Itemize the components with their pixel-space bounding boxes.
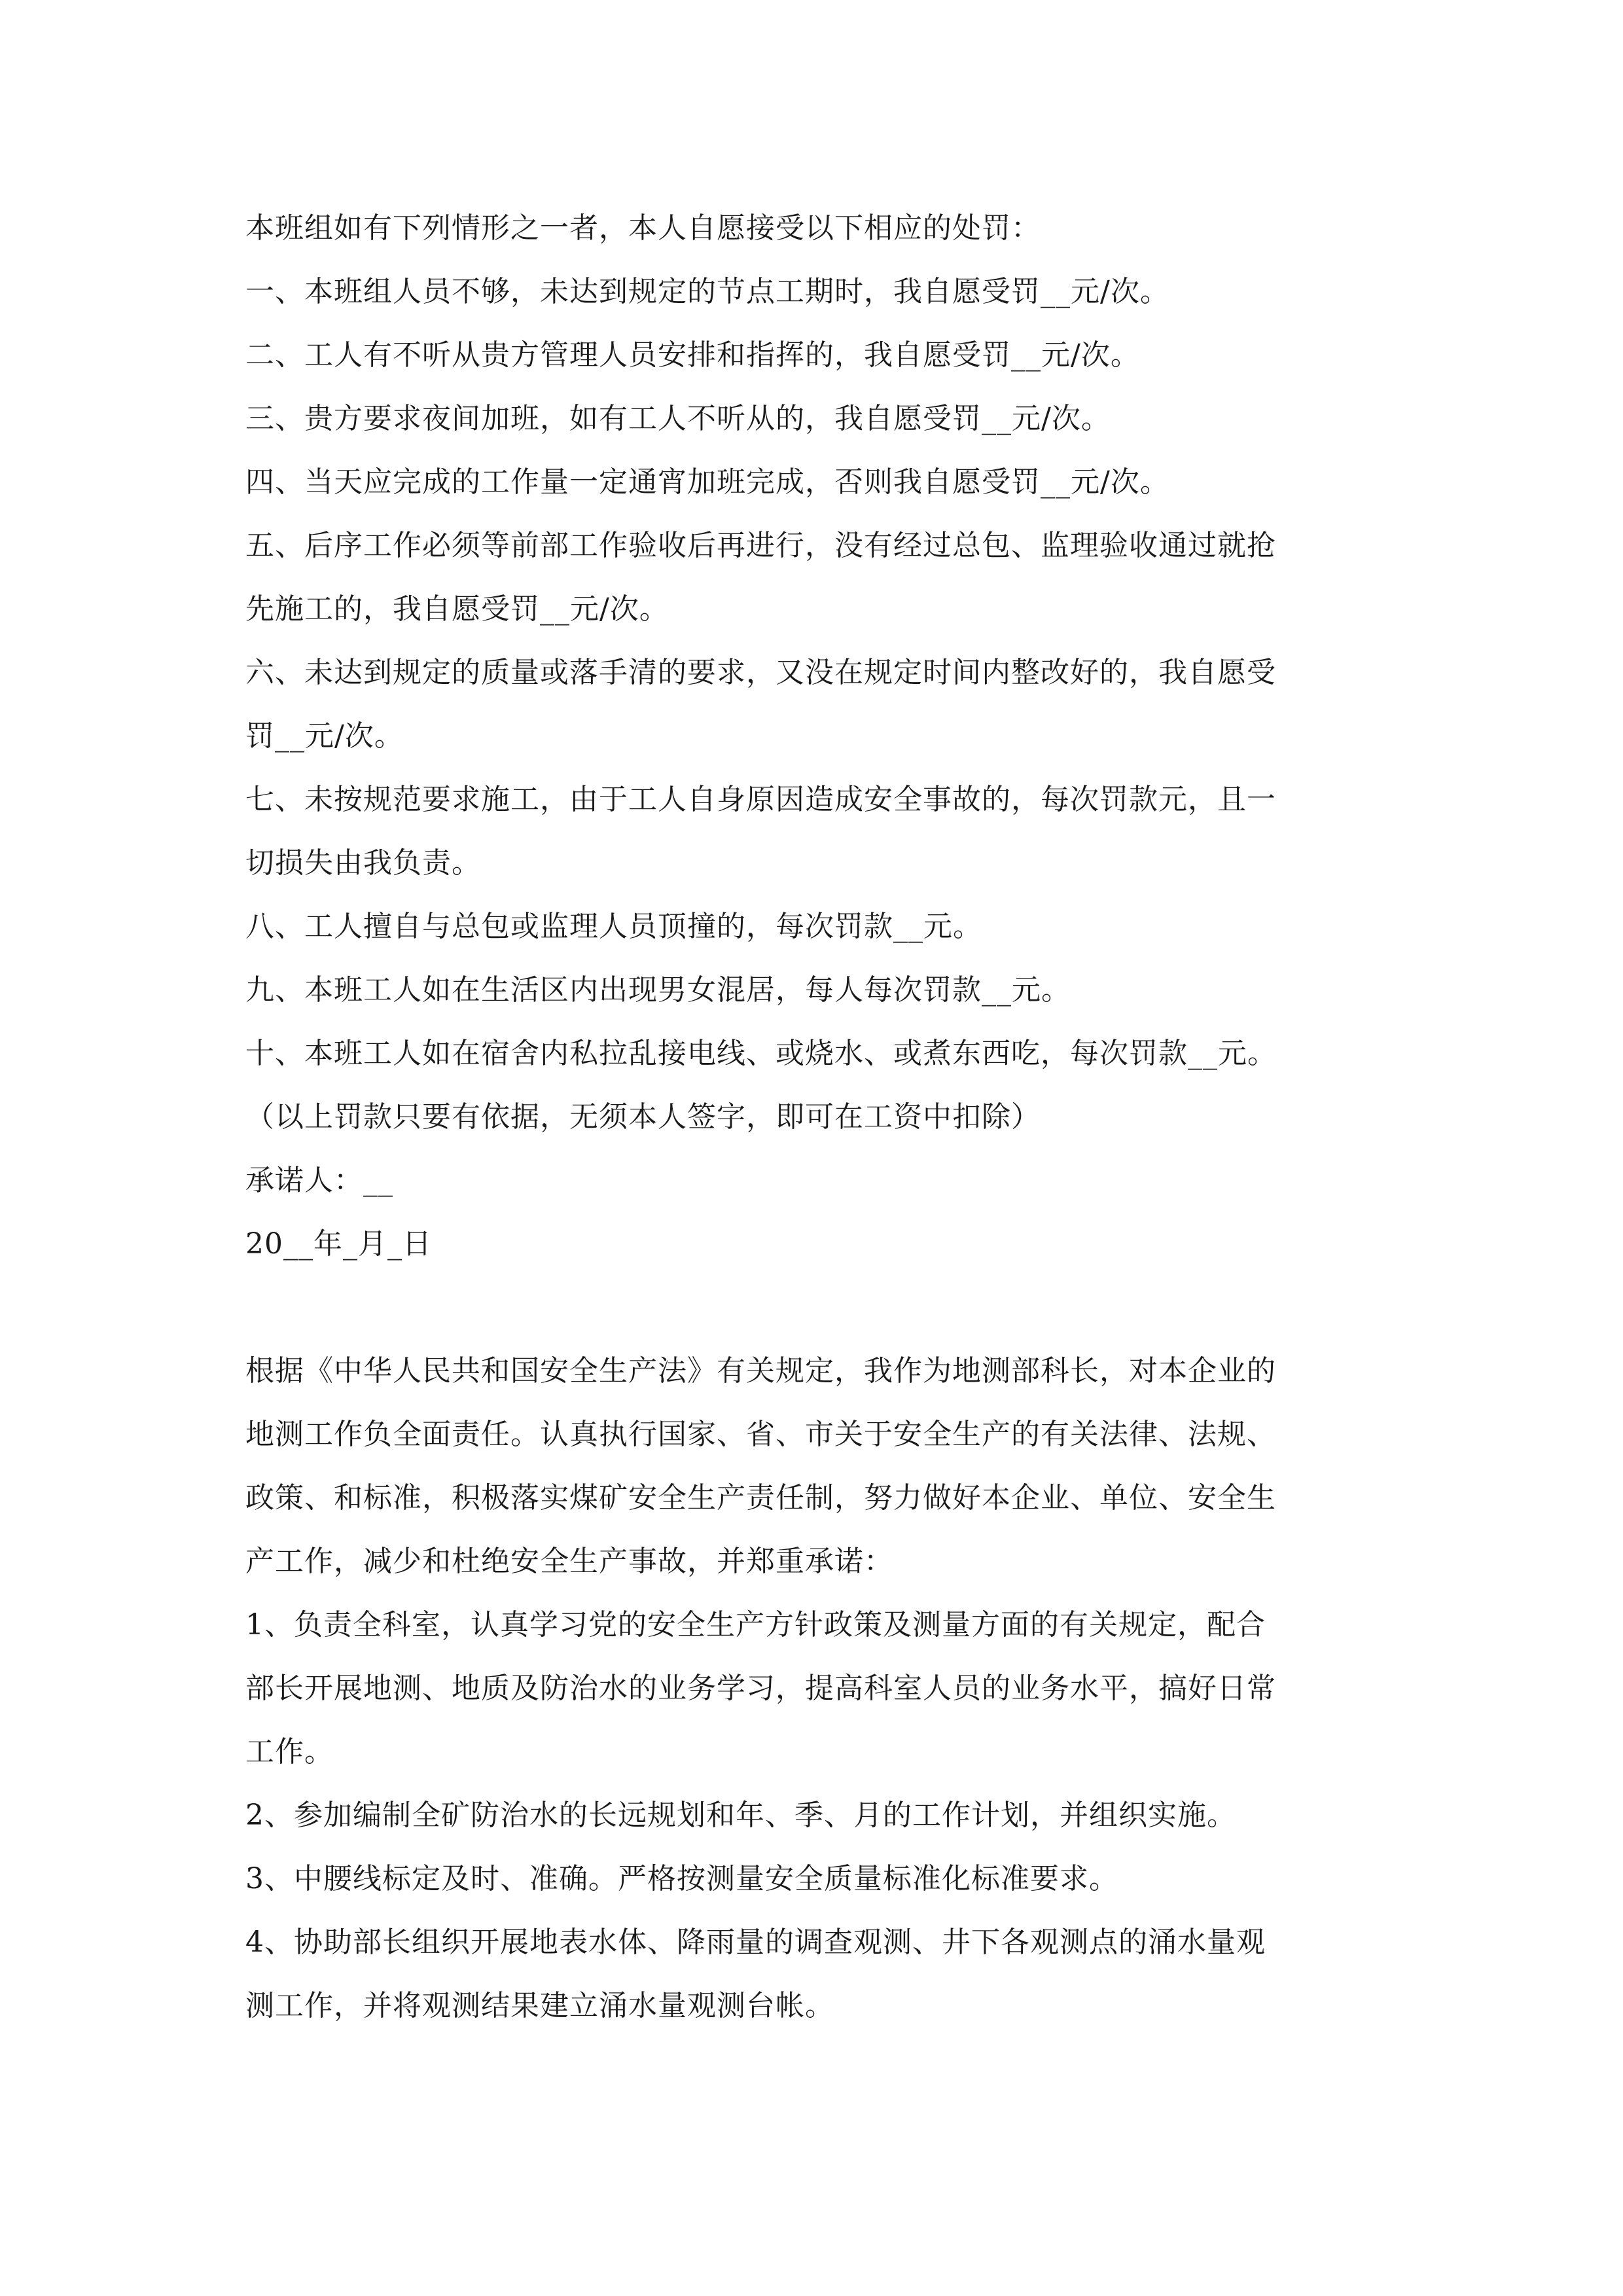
text-line: 先施工的，我自愿受罚__元/次。 xyxy=(245,592,669,626)
text-line: 根据《中华人民共和国安全生产法》有关规定，我作为地测部科长，对本企业的 xyxy=(245,1354,1276,1388)
text-line: 六、未达到规定的质量或落手清的要求，又没在规定时间内整改好的，我自愿受 xyxy=(245,656,1276,689)
text-line: 三、贵方要求夜间加班，如有工人不听从的，我自愿受罚__元/次。 xyxy=(245,402,1111,435)
survey-responsibility-section xyxy=(245,1339,1410,2037)
text-line: 罚__元/次。 xyxy=(245,719,404,753)
text-line: 1、负责全科室，认真学习党的安全生产方针政策及测量方面的有关规定，配合 xyxy=(245,1608,1266,1641)
text-line: 4、协助部长组织开展地表水体、降雨量的调查观测、井下各观测点的涌水量观 xyxy=(245,1926,1266,1959)
text-line: 七、未按规范要求施工，由于工人自身原因造成安全事故的，每次罚款元，且一 xyxy=(245,783,1276,816)
text-line: 工作。 xyxy=(245,1735,334,1768)
text-line: 3、中腰线标定及时、准确。严格按测量安全质量标准化标准要求。 xyxy=(245,1862,1118,1895)
text-line: 四、当天应完成的工作量一定通宵加班完成，否则我自愿受罚__元/次。 xyxy=(245,465,1169,499)
text-line: （以上罚款只要有依据，无须本人签字，即可在工资中扣除） xyxy=(245,1100,1041,1134)
text-line: 政策、和标准，积极落实煤矿安全生产责任制，努力做好本企业、单位、安全生 xyxy=(245,1481,1276,1515)
text-line: 2、参加编制全矿防治水的长远规划和年、季、月的工作计划，并组织实施。 xyxy=(245,1799,1236,1832)
text-line: 五、后序工作必须等前部工作验收后再进行，没有经过总包、监理验收通过就抢 xyxy=(245,529,1276,562)
penalty-commitment-section xyxy=(245,196,1410,1276)
date-line: 20__年_月_日 xyxy=(245,1227,432,1261)
section-gap xyxy=(245,1276,1410,1339)
text-line: 一、本班组人员不够，未达到规定的节点工期时，我自愿受罚__元/次。 xyxy=(245,275,1169,308)
text-line: 产工作，减少和杜绝安全生产事故，并郑重承诺： xyxy=(245,1545,893,1578)
document-body xyxy=(245,196,1410,2037)
text-line: 切损失由我负责。 xyxy=(245,846,481,880)
signatory-line: 承诺人：__ xyxy=(245,1164,393,1197)
text-line: 二、工人有不听从贵方管理人员安排和指挥的，我自愿受罚__元/次。 xyxy=(245,338,1140,372)
text-line: 测工作，并将观测结果建立涌水量观测台帐。 xyxy=(245,1989,834,2022)
text-line: 八、工人擅自与总包或监理人员顶撞的，每次罚款__元。 xyxy=(245,910,982,943)
text-line: 九、本班工人如在生活区内出现男女混居，每人每次罚款__元。 xyxy=(245,973,1071,1007)
text-line: 部长开展地测、地质及防治水的业务学习，提高科室人员的业务水平，搞好日常 xyxy=(245,1672,1276,1705)
text-line: 地测工作负全面责任。认真执行国家、省、市关于安全生产的有关法律、法规、 xyxy=(245,1418,1276,1451)
text-line: 本班组如有下列情形之一者，本人自愿接受以下相应的处罚： xyxy=(245,211,1041,245)
text-line: 十、本班工人如在宿舍内私拉乱接电线、或烧水、或煮东西吃，每次罚款__元。 xyxy=(245,1037,1277,1070)
